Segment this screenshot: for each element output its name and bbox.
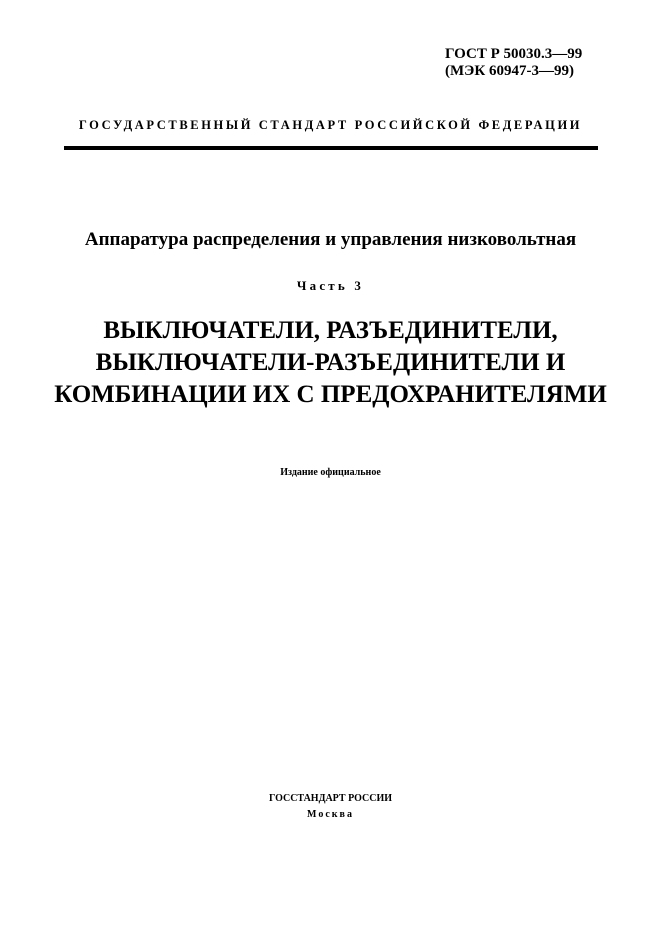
- subtitle-line-3: КОМБИНАЦИИ ИХ С ПРЕДОХРАНИТЕЛЯМИ: [54, 381, 607, 408]
- publisher: ГОССТАНДАРТ РОССИИ: [268, 793, 393, 804]
- iec-number: (МЭК 60947-3—99): [445, 63, 574, 79]
- document-subtitle: [0, 315, 661, 411]
- header-divider: [64, 146, 598, 150]
- edition-note: Издание официальное: [280, 467, 381, 478]
- state-standard-heading: ГОСУДАРСТВЕННЫЙ СТАНДАРТ РОССИЙСКОЙ ФЕДЕРАЦИИ: [78, 118, 583, 132]
- part-label: Часть 3: [296, 278, 365, 293]
- subtitle-line-1: ВЫКЛЮЧАТЕЛИ, РАЗЪЕДИНИТЕЛИ,: [103, 317, 558, 344]
- subtitle-line-2: ВЫКЛЮЧАТЕЛИ-РАЗЪЕДИНИТЕЛИ И: [95, 349, 566, 376]
- gost-number: ГОСТ Р 50030.3—99: [445, 46, 583, 62]
- standard-number-block: [445, 46, 582, 80]
- document-title: Аппаратура распределения и управления низковольтная: [84, 229, 577, 250]
- publication-city: Москва: [307, 809, 354, 820]
